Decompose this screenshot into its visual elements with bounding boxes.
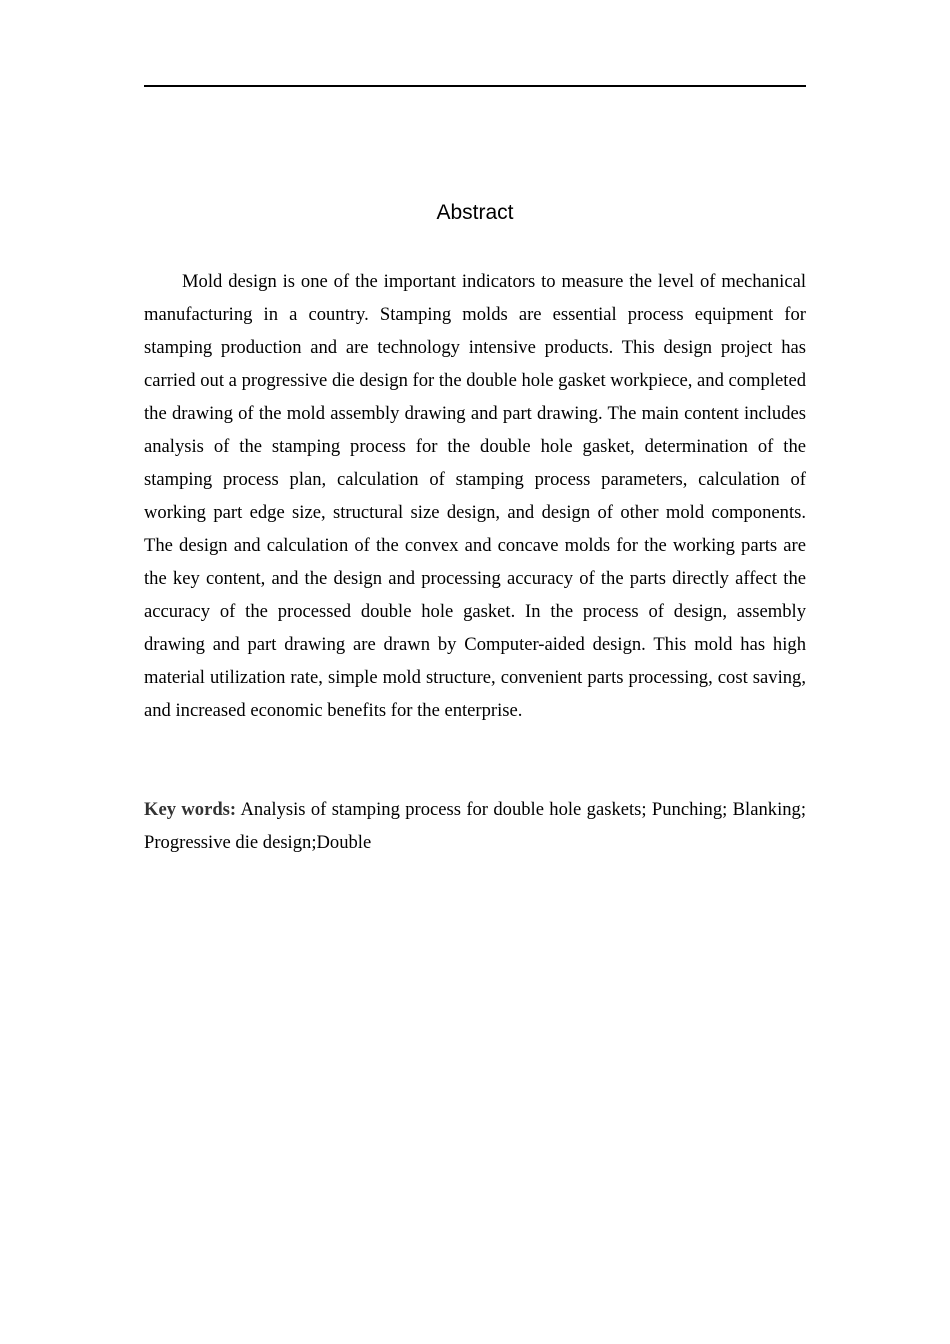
keywords-label: Key words: (144, 799, 237, 820)
page-title: Abstract (436, 201, 514, 224)
abstract-paragraph: Mold design is one of the important indicators to measure the level of mechanical manufacturing in a country. Stamping molds are essential process equipment for stamping production and are technology intensive products. This design project has carried out a progressive die design for the double hole gasket workpiece, and completed the drawing of the mold assembly drawing and part drawing. The main content includes analysis of the stamping process for the double hole gasket, determination of the stamping process plan, calculation of stamping process parameters, calculation of working part edge size, structural size design, and design of other mold components. The design and calculation of the convex and concave molds for the working parts are the key content, and the design and processing accuracy of the parts directly affect the accuracy of the processed double hole gasket. In the process of design, assembly drawing and part drawing are drawn by Computer-aided design. This mold has high material utilization rate, simple mold structure, convenient parts processing, cost saving, and increased economic benefits for the enterprise. (144, 271, 806, 721)
keywords-text: Analysis of stamping process for double hole gaskets; Punching; Blanking; Progressive die design;Double (144, 799, 806, 853)
header-rule (144, 85, 806, 87)
keywords-paragraph (144, 793, 806, 859)
